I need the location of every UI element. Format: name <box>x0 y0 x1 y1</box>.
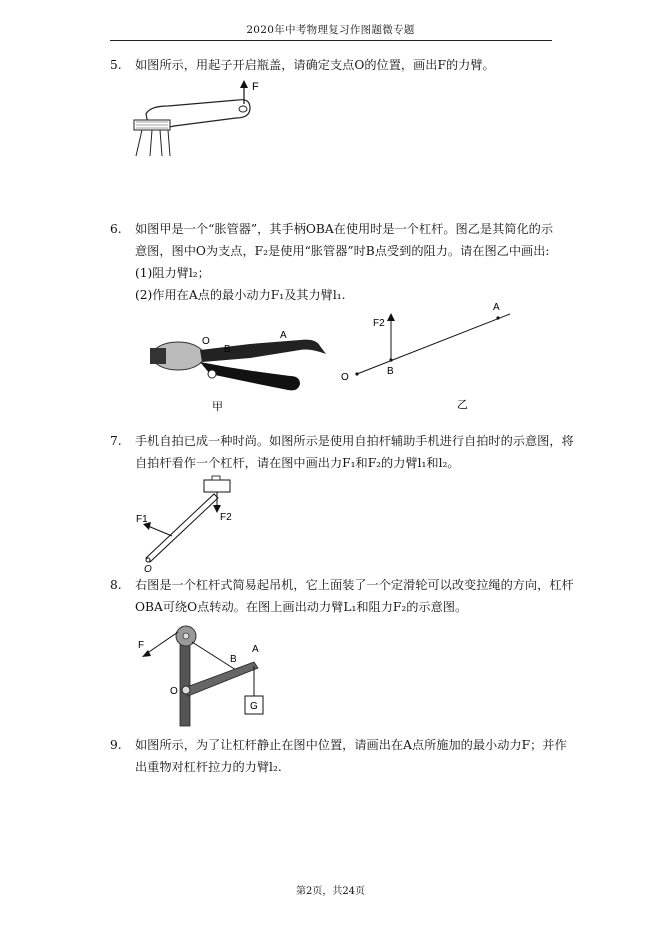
question-text-line: 自拍杆看作一个杠杆，请在图中画出力F₁和F₂的力臂l₁和l₂。 <box>135 456 460 470</box>
question-text-line: OBA可绕O点转动。在图上画出动力臂L₁和阻力F₂的示意图。 <box>135 600 468 614</box>
question-7 <box>110 430 574 474</box>
phone <box>204 480 230 492</box>
question-text: 如图所示，用起子开启瓶盖，请确定支点O的位置，画出F的力臂。 <box>135 58 495 72</box>
question-number: 5. <box>110 58 122 72</box>
label-a: A <box>252 644 259 655</box>
f2-arrowhead <box>387 313 395 321</box>
label-g: G <box>250 701 258 712</box>
lever-crane-figure <box>134 620 274 732</box>
question-text-line: (2)作用在A点的最小动力F₁及其力臂l₁. <box>135 288 346 302</box>
label-a: A <box>493 302 500 313</box>
expander-nozzle <box>150 348 166 364</box>
question-text-line: (1)阻力臂l₂； <box>135 266 210 280</box>
question-8 <box>110 574 574 618</box>
figure-caption-yi: 乙 <box>457 399 468 411</box>
point-o <box>355 372 358 375</box>
question-6 <box>110 218 555 306</box>
header-rule <box>110 40 552 41</box>
label-a: A <box>280 330 287 341</box>
question-text-line: 如图所示，为了让杠杆静止在图中位置，请画出在A点所施加的最小动力F；并作 <box>135 738 567 752</box>
phone-clip <box>212 476 220 480</box>
point-a <box>496 316 499 319</box>
selfie-stick-figure <box>128 474 248 574</box>
label-f2: F2 <box>220 512 232 523</box>
label-o: O <box>170 686 178 697</box>
label-f1: F1 <box>136 514 148 525</box>
question-text-line: 意图，图中O为支点，F₂是使用“胀管器”时B点受到的阻力。请在图乙中画出: <box>135 244 550 258</box>
pulley-axle <box>183 633 189 639</box>
rope-left <box>146 632 178 654</box>
label-b: B <box>224 344 231 355</box>
pipe-expander-diagram <box>335 296 525 414</box>
question-text-line: 手机自拍已成一种时尚。如图所示是使用自拍杆辅助手机进行自拍时的示意图，将 <box>135 434 574 448</box>
question-number: 9. <box>110 738 122 752</box>
question-5 <box>110 54 555 76</box>
pivot-o <box>182 686 190 694</box>
lever-arm <box>184 662 258 696</box>
question-number: 6. <box>110 222 122 236</box>
bottle-opener-figure <box>128 78 268 164</box>
label-f2: F2 <box>373 318 385 329</box>
force-label: F <box>252 81 259 93</box>
force-arrowhead <box>240 80 248 88</box>
crane-post <box>180 642 190 726</box>
figure-caption-jia: 甲 <box>212 401 223 413</box>
question-9 <box>110 734 567 778</box>
page-footer: 第2页，共24页 <box>295 886 366 897</box>
selfie-stick <box>146 494 218 562</box>
point-o <box>146 558 150 562</box>
label-f: F <box>138 640 145 651</box>
label-o: O <box>202 336 210 347</box>
question-number: 7. <box>110 434 122 448</box>
pivot-bolt <box>208 370 216 378</box>
f1-arrow <box>148 526 172 536</box>
label-b: B <box>230 654 237 665</box>
label-o: O <box>144 564 152 574</box>
label-b: B <box>387 366 394 377</box>
question-text-line: 右图是一个杠杆式简易起吊机，它上面装了一个定滑轮可以改变拉绳的方向，杠杆 <box>135 578 574 592</box>
bottle-neck <box>136 130 170 156</box>
question-text-line: 出重物对杠杆拉力的力臂l₂. <box>135 760 282 774</box>
label-o: O <box>341 372 349 383</box>
page-header: 2020年中考物理复习作图题微专题 <box>246 24 415 36</box>
question-number: 8. <box>110 578 122 592</box>
question-text-line: 如图甲是一个“胀管器”，其手柄OBA在使用时是一个杠杆。图乙是其简化的示 <box>135 222 554 236</box>
upper-handle <box>200 340 326 362</box>
pipe-expander-photo <box>140 318 340 414</box>
